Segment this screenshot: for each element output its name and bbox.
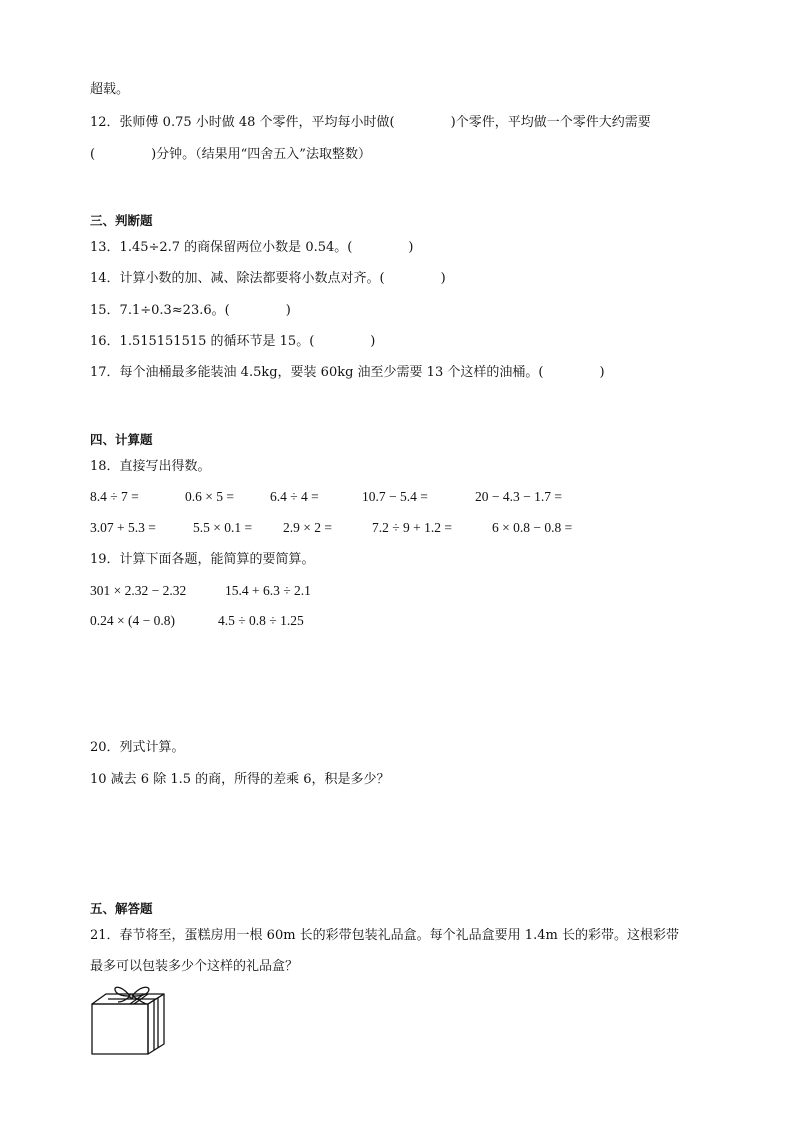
overload-text: 超载。 <box>90 82 130 97</box>
q18-item-7: 5.5 × 0.1 = <box>193 520 253 535</box>
section-4-heading: 四、计算题 <box>90 432 153 447</box>
question-20: 20．列式计算。 <box>90 740 185 755</box>
q12-part-a: 12．张师傅 0.75 小时做 48 个零件，平均每小时做( <box>90 115 395 130</box>
q19-item-4: 4.5 ÷ 0.8 ÷ 1.25 <box>218 613 304 628</box>
question-15 <box>90 302 291 320</box>
q18-item-6: 3.07 + 5.3 = <box>90 520 156 535</box>
question-14 <box>90 270 446 288</box>
q18-item-5: 20 − 4.3 − 1.7 = <box>475 489 562 504</box>
q19-item-2: 15.4 + 6.3 ÷ 2.1 <box>225 583 311 598</box>
gift-box-icon <box>86 980 172 1058</box>
q12-part-b: )个零件，平均做一个零件大约需要 <box>450 115 651 130</box>
q18-item-1: 8.4 ÷ 7 = <box>90 489 139 504</box>
q17-close: ) <box>599 365 605 380</box>
section-3-heading: 三、判断题 <box>90 213 153 228</box>
question-21-line-2: 最多可以包装多少个这样的礼品盒？ <box>90 959 299 974</box>
q13-close: ) <box>408 240 414 255</box>
question-16 <box>90 333 375 351</box>
q19-item-1: 301 × 2.32 − 2.32 <box>90 583 187 598</box>
q13-text: 13．1.45÷2.7 的商保留两位小数是 0.54。( <box>90 240 353 255</box>
q14-text: 14．计算小数的加、减、除法都要将小数点对齐。( <box>90 271 385 286</box>
q18-item-10: 6 × 0.8 − 0.8 = <box>492 520 573 535</box>
q18-item-3: 6.4 ÷ 4 = <box>270 489 319 504</box>
question-17 <box>90 364 605 382</box>
q14-close: ) <box>440 271 446 286</box>
q18-item-9: 7.2 ÷ 9 + 1.2 = <box>372 520 453 535</box>
q15-close: ) <box>285 303 291 318</box>
question-12-line-2 <box>90 146 371 164</box>
question-19: 19．计算下面各题，能简算的要简算。 <box>90 552 315 567</box>
q15-text: 15．7.1÷0.3≈23.6。( <box>90 303 230 318</box>
q19-item-3: 0.24 × (4 − 0.8) <box>90 613 175 628</box>
section-5-heading: 五、解答题 <box>90 901 153 916</box>
q18-item-8: 2.9 × 2 = <box>283 520 332 535</box>
q16-close: ) <box>370 334 376 349</box>
q18-item-2: 0.6 × 5 = <box>185 489 234 504</box>
q17-text: 17．每个油桶最多能装油 4.5kg，要装 60kg 油至少需要 13 个这样的油桶。( <box>90 365 544 380</box>
q12-part-c: ( <box>90 147 96 162</box>
question-12-line-1 <box>90 114 651 132</box>
question-13 <box>90 239 413 257</box>
q16-text: 16．1.515151515 的循环节是 15。( <box>90 334 315 349</box>
question-20-text: 10 减去 6 除 1.5 的商，所得的差乘 6，积是多少？ <box>90 772 390 787</box>
q18-item-4: 10.7 − 5.4 = <box>362 489 428 504</box>
question-21-line-1: 21．春节将至，蛋糕房用一根 60m 长的彩带包装礼品盒。每个礼品盒要用 1.4m 长的彩带。这根彩带 <box>90 928 679 943</box>
q12-part-d: )分钟。（结果用“四舍五入”法取整数） <box>151 147 371 162</box>
question-18: 18．直接写出得数。 <box>90 459 211 474</box>
